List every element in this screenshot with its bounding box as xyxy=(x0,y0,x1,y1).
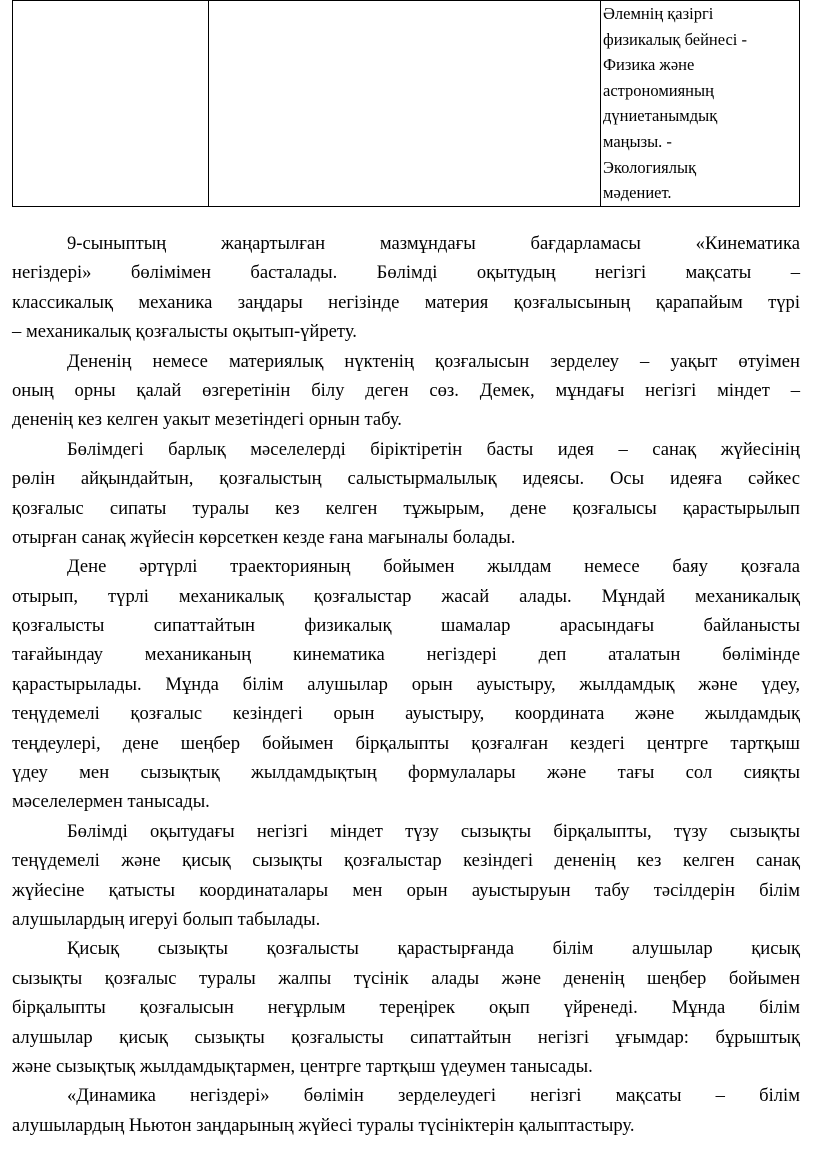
text-line: Дененің немесе материялық нүктенің қозғалысын зерделеу – уақыт өтуімен xyxy=(67,350,800,372)
table-cell-line: астрономияның xyxy=(603,80,714,100)
text-line: 9-сыныптың жаңартылған мазмұндағы бағдарламасы «Кинематика xyxy=(67,233,800,254)
text-line: қарастырылады. Мұнда білім алушылар орын ауыстыру, жылдамдық және үдеу, xyxy=(12,673,800,695)
paragraph xyxy=(12,552,800,817)
text-line: оның орны қалай өзгеретінін білу деген сөз. Демек, мұндағы негізгі міндет – xyxy=(12,379,800,401)
table-cell-line: дүниетанымдық xyxy=(603,106,718,126)
text-line: «Динамика негіздері» бөлімін зерделеудегі негізгі мақсаты – білім xyxy=(67,1085,800,1107)
text-line: алушылардың Ньютон заңдарының жүйесі туралы түсініктерін қалыптастыру. xyxy=(12,1114,635,1136)
text-line: бірқалыпты қозғалысын неғұрлым тереңірек оқып үйренеді. Мұнда білім xyxy=(12,997,800,1019)
paragraph xyxy=(12,1081,800,1140)
text-line: Бөлімді оқытудағы негізгі міндет түзу сызықты бірқалыпты, түзу сызықты xyxy=(67,820,800,842)
text-line: алушылар қисық сызықты қозғалысты сипаттайтын негізгі ұғымдар: бұрыштық xyxy=(12,1026,800,1048)
table-cell-line: физикалық бейнесі - xyxy=(603,29,747,49)
text-line: мәселелермен танысады. xyxy=(12,791,210,813)
text-line: теңүдемелі және қисық сызықты қозғалыстар кезіндегі дененің кез келген санақ xyxy=(12,850,800,872)
text-line: теңүдемелі қозғалыс кезіндегі орын ауыстыру, координата және жылдамдық xyxy=(12,703,800,725)
paragraph xyxy=(12,229,800,347)
text-line: қозғалысты сипаттайтын физикалық шамалар арасындағы байланысты xyxy=(12,615,800,637)
paragraph xyxy=(12,934,800,1081)
table-cell-topics xyxy=(601,1,800,207)
text-line: отырып, түрлі механикалық қозғалыстар жасай алады. Мұндай механикалық xyxy=(12,585,800,607)
paragraph xyxy=(12,347,800,435)
text-line: Бөлімдегі барлық мәселелерді біріктіретін басты идея – санақ жүйесінің xyxy=(67,438,800,460)
table-cell-line: маңызы. - xyxy=(603,131,672,151)
table-cell-line: мәдениет. xyxy=(603,183,672,203)
text-line: рөлін айқындайтын, қозғалыстың салыстырмалылық идеясы. Осы идеяға сәйкес xyxy=(12,468,800,490)
table-cell-line: Әлемнің қазіргі xyxy=(603,4,714,23)
paragraph xyxy=(12,435,800,553)
document-body xyxy=(12,229,800,1140)
text-line: отырған санақ жүйесін көрсеткен кезде ғана мағыналы болады. xyxy=(12,526,516,548)
text-line: тағайындау механиканың кинематика негіздері деп аталатын бөлімінде xyxy=(12,644,800,666)
text-line: негіздері» бөлімімен басталады. Бөлімді оқытудың негізгі мақсаты – xyxy=(12,262,800,284)
table-cell-line: Экологиялық xyxy=(603,157,697,177)
paragraph xyxy=(12,817,800,935)
text-line: Қисық сызықты қозғалысты қарастырғанда білім алушылар қисық xyxy=(67,938,800,960)
text-line: жүйесіне қатысты координаталары мен орын ауыстыруын табу тәсілдерін білім xyxy=(12,879,800,901)
text-line: классикалық механика заңдары негізінде материя қозғалысының қарапайым түрі xyxy=(12,291,800,313)
text-line: Дене әртүрлі траекторияның бойымен жылдам немесе баяу қозғала xyxy=(67,556,800,578)
text-line: сызықты қозғалыс туралы жалпы түсінік алады және дененің шеңбер бойымен xyxy=(12,967,800,989)
table-cell-empty-2 xyxy=(209,1,601,207)
text-line: алушылардың игеруі болып табылады. xyxy=(12,908,321,930)
text-line: теңдеулері, дене шеңбер бойымен бірқалыпты қозғалған кездегі центрге тартқыш xyxy=(12,732,800,754)
header-table xyxy=(12,0,800,207)
text-line: және сызықтық жылдамдықтармен, центрге тартқыш үдеумен танысады. xyxy=(12,1055,593,1077)
table-cell-line: Физика және xyxy=(603,55,695,75)
text-line: қозғалыс сипаты туралы кез келген тұжырым, дене қозғалысы қарастырылып xyxy=(12,497,800,519)
table-cell-empty-1 xyxy=(13,1,209,207)
text-line: үдеу мен сызықтық жылдамдықтың формулалары және тағы сол сияқты xyxy=(12,762,800,784)
text-line: дененің кез келген уакыт мезетіндегі орнын табу. xyxy=(12,409,402,431)
text-line: – механикалық қозғалысты оқытып-үйрету. xyxy=(12,321,357,343)
